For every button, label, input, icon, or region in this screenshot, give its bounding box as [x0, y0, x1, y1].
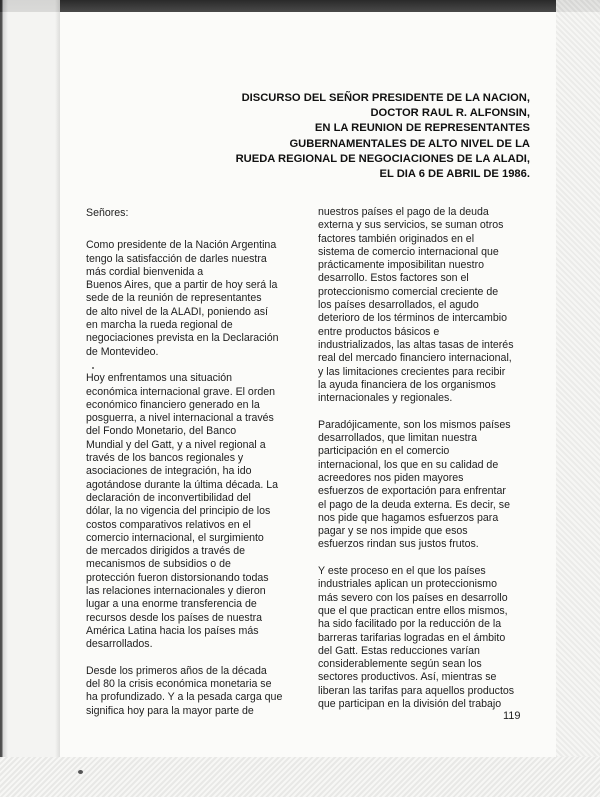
- text-line: mecanismos de subsidios o de: [86, 558, 231, 571]
- text-line: tengo la satisfacción de darles nuestra: [86, 252, 267, 265]
- paragraph-economic-situation: [86, 372, 296, 651]
- text-line: Desde los primeros años de la década: [86, 664, 267, 677]
- text-line: sede de la reunión de representantes: [86, 292, 262, 305]
- text-line: nos pide que hagamos esfuerzos para: [318, 511, 499, 524]
- text-line: las relaciones internacionales y dieron: [86, 585, 266, 598]
- page-number: 119: [503, 710, 521, 722]
- text-line: agotándose durante la última década. La: [86, 478, 279, 491]
- title-line: DOCTOR RAUL R. ALFONSIN,: [370, 107, 530, 120]
- scan-speck: [92, 367, 94, 369]
- text-line: deterioro de los términos de intercambio: [318, 312, 508, 325]
- text-line: Paradójicamente, son los mismos países: [318, 418, 511, 431]
- text-line: liberan las tarifas para aquellos productos: [318, 684, 515, 697]
- text-line: esfuerzos de exportación para enfrentar: [318, 485, 506, 498]
- title-line: DISCURSO DEL SEÑOR PRESIDENTE DE LA NACION,: [241, 92, 530, 104]
- text-line: industrializados, las altas tasas de interés: [318, 338, 514, 351]
- text-line: más cordial bienvenida a: [86, 265, 204, 278]
- title-line: GUBERNAMENTALES DE ALTO NIVEL DE LA: [289, 137, 530, 150]
- text-line: pagar y se nos impide que esos: [318, 525, 468, 538]
- text-line: participación en el comercio: [318, 445, 450, 458]
- text-line: factores también originados en el: [318, 232, 475, 245]
- text-line: nuestros países el pago de la deuda: [318, 206, 489, 218]
- text-line: barreras tarifarias logradas en el ámbito: [318, 631, 506, 644]
- left-text-column: [86, 207, 296, 718]
- text-line: lugar a una enorme transferencia de: [86, 598, 257, 611]
- text-line: la ayuda financiera de los organismos: [318, 378, 496, 391]
- text-line: sectores productivos. Así, mientras se: [318, 671, 497, 684]
- text-line: que el que practican entre ellos mismos,: [318, 604, 508, 617]
- text-line: esfuerzos rindan sus justos frutos.: [318, 538, 479, 551]
- text-line: América Latina hacia los países más: [86, 624, 259, 637]
- text-line: económico financiero generado en la: [86, 398, 260, 411]
- text-line: y las limitaciones crecientes para recibir: [318, 365, 506, 378]
- text-line: desarrollados.: [86, 638, 153, 651]
- paragraph-crisis: [86, 665, 296, 718]
- text-line: negociaciones prevista en la Declaración: [86, 332, 279, 345]
- text-line: económica internacional grave. El orden: [86, 385, 276, 398]
- text-line: costos comparativos relativos en el: [86, 518, 251, 531]
- text-line: posguerra, a nivel internacional a través: [86, 412, 274, 425]
- text-line: industriales aplican un proteccionismo: [318, 578, 498, 591]
- text-line: Como presidente de la Nación Argentina: [86, 239, 277, 252]
- text-line: entre productos básicos e: [318, 325, 440, 338]
- text-line: prácticamente imposibilitan nuestro: [318, 259, 485, 272]
- title-line: RUEDA REGIONAL DE NEGOCIACIONES DE LA ALADI,: [235, 152, 530, 165]
- text-line: en marcha la rueda regional de: [86, 319, 233, 332]
- text-line: acreedores nos piden mayores: [318, 471, 464, 484]
- text-line: que participan en la división del trabajo: [318, 697, 502, 710]
- paragraph-paradox: [318, 419, 530, 552]
- text-line: recursos desde los países de nuestra: [86, 611, 263, 624]
- scan-left-border: [0, 0, 60, 797]
- text-line: real del mercado financiero internacional,: [318, 352, 512, 365]
- scan-bottom-halftone: [0, 757, 600, 797]
- text-line: más severo con los países en desarrollo: [318, 591, 508, 604]
- text-line: del 80 la crisis económica monetaria se: [86, 678, 272, 691]
- document-title: [200, 91, 530, 182]
- title-line: EL DIA 6 DE ABRIL DE 1986.: [379, 168, 530, 181]
- text-line: los países desarrollados, el agudo: [318, 299, 479, 312]
- salutation: Señores:: [86, 207, 129, 219]
- text-line: del Gatt. Estas reducciones varían: [318, 644, 480, 657]
- paragraph-protectionism: [318, 565, 530, 711]
- paragraph-welcome: [86, 239, 296, 359]
- text-line: Mundial y del Gatt, y a nivel regional a: [86, 438, 266, 451]
- text-line: sistema de comercio internacional que: [318, 245, 499, 258]
- text-line: Buenos Aires, que a partir de hoy será la: [86, 279, 278, 292]
- scan-speck: [78, 770, 83, 774]
- text-line: Y este proceso en el que los países: [318, 565, 486, 578]
- text-line: desarrollados, que limitan nuestra: [318, 432, 477, 445]
- text-line: de mercados dirigidos a través de: [86, 545, 245, 558]
- text-line: protección fueron distorsionando todas: [86, 571, 269, 584]
- text-line: dólar, la no vigencia del principio de los: [86, 505, 271, 518]
- right-text-column: [318, 206, 530, 711]
- text-line: declaración de inconvertibilidad del: [86, 491, 251, 504]
- text-line: el pago de la deuda externa. Es decir, se: [318, 498, 510, 511]
- text-line: ha profundizado. Y a la pesada carga que: [86, 691, 283, 704]
- text-line: comercio internacional, el surgimiento: [86, 531, 264, 544]
- text-line: asociaciones de integración, ha ido: [86, 465, 252, 478]
- title-line: EN LA REUNION DE REPRESENTANTES: [314, 122, 530, 135]
- text-line: considerablemente según sean los: [318, 658, 482, 671]
- text-line: significa hoy para la mayor parte de: [86, 704, 254, 717]
- text-line: de Montevideo.: [86, 345, 159, 358]
- text-line: internacionales y regionales.: [318, 392, 453, 405]
- text-line: Hoy enfrentamos una situación: [86, 372, 233, 385]
- text-line: de alto nivel de la ALADI, poniendo así: [86, 305, 268, 318]
- scan-top-border: [0, 0, 600, 12]
- text-line: ha sido facilitado por la reducción de la: [318, 618, 502, 631]
- text-line: través de los bancos regionales y: [86, 452, 244, 465]
- text-line: internacional, los que en su calidad de: [318, 458, 499, 471]
- text-line: del Fondo Monetario, del Banco: [86, 425, 237, 438]
- scan-right-halftone: [556, 0, 600, 797]
- text-line: desarrollo. Estos factores son el: [318, 272, 469, 285]
- text-line: proteccionismo comercial creciente de: [318, 285, 499, 298]
- text-line: externa y sus servicios, se suman otros: [318, 219, 504, 232]
- paragraph-debt-factors: [318, 206, 530, 405]
